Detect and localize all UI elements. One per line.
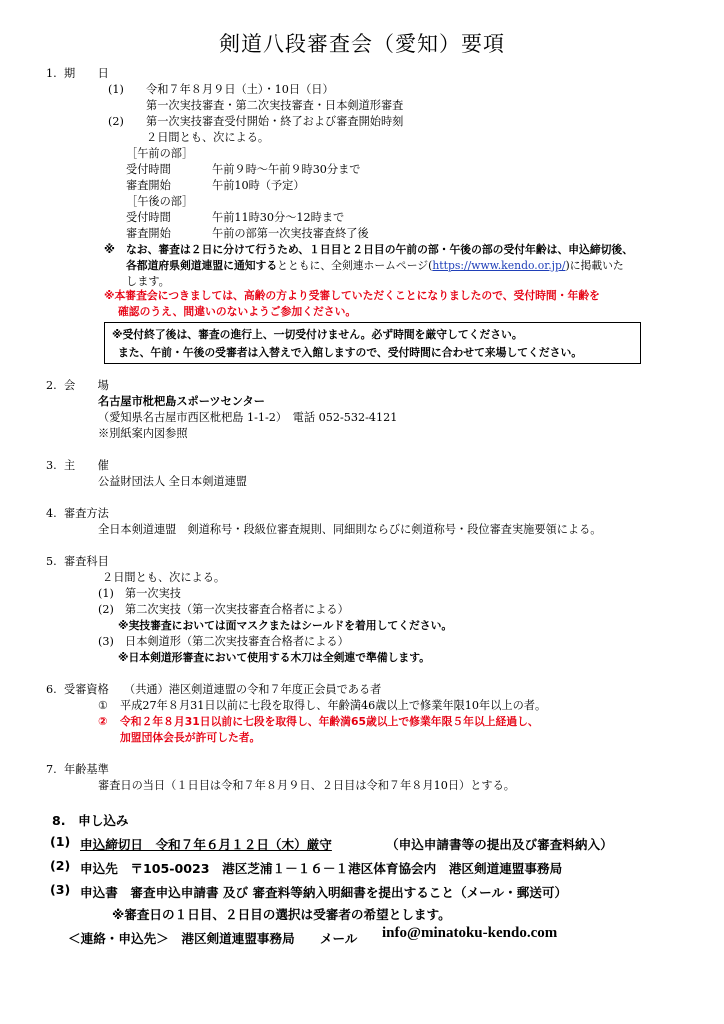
note-line-1: なお、審査は２日に分けて行うため、１日目と２日目の午前の部・午後の部の受付年齢は、申込締切後、 [126, 243, 634, 256]
eligibility-common: （共通）港区剣道連盟の令和７年度正会員である者 [124, 683, 382, 696]
page-title: 剣道八段審査会（愛知）要項 [219, 32, 505, 56]
morning-reception-label: 受付時間 [126, 163, 171, 176]
section-1-heading: 期 日 [64, 67, 109, 80]
note-line-3: します。 [126, 275, 170, 288]
section-3-heading: 主 催 [64, 459, 109, 472]
note-line-2 [126, 258, 624, 274]
section-1-number: 1. [46, 67, 57, 80]
venue-map-note: ※別紙案内図参照 [98, 427, 188, 440]
reception-heading: 第一次実技審査受付開始・終了および審査開始時刻 [146, 115, 404, 128]
box-line-2: また、午前・午後の受審者は入替えで入館しますので、受付時間に合わせて来場してください。 [118, 346, 583, 359]
note-bold-part: 各都道府県剣道連盟に通知する [126, 259, 278, 272]
criterion-1-mark: ① [98, 699, 109, 712]
venue-address: （愛知県名古屋市西区枇杷島 1-1-2） 電話 052-532-4121 [98, 411, 398, 424]
morning-start-value: 午前10時（予定） [212, 179, 305, 192]
box-line-1: ※受付終了後は、審査の進行上、一切受付けません。必ず時間を厳守してください。 [112, 328, 523, 341]
organizer: 公益財団法人 全日本剣道連盟 [98, 475, 247, 488]
application-1-number: (1) [50, 834, 71, 849]
exam-method: 全日本剣道連盟 剣道称号・段級位審査規則、同細則ならびに剣道称号・段位審査実施要領による。 [98, 523, 602, 536]
note-mark: ※ [104, 243, 115, 256]
exam-types: 第一次実技審査・第二次実技審査・日本剣道形審査 [146, 99, 404, 112]
subject-2-note: ※実技審査においては面マスクまたはシールドを着用してください。 [118, 619, 453, 632]
contact-label: ＜連絡・申込先＞ 港区剣道連盟事務局 メール [68, 931, 358, 946]
afternoon-start-value: 午前の部第一次実技審査終了後 [212, 227, 369, 240]
application-2-number: (2) [50, 858, 71, 873]
kendo-website-link[interactable]: https://www.kendo.or.jp/ [432, 259, 566, 272]
afternoon-start-label: 審査開始 [126, 227, 171, 240]
section-5-heading: 審査科目 [64, 555, 109, 568]
item-1-2-number: (2) [108, 115, 124, 128]
afternoon-reception-value: 午前11時30分〜12時まで [212, 211, 345, 224]
contact-email[interactable]: info@minatoku-kendo.com [382, 925, 558, 941]
age-basis: 審査日の当日（１日目は令和７年８月９日、２日目は令和７年８月10日）とする。 [98, 779, 515, 792]
section-7-heading: 年齢基準 [64, 763, 109, 776]
reception-note: ２日間とも、次による。 [146, 131, 270, 144]
subject-2: (2) 第二次実技（第一次実技審査合格者による） [98, 603, 349, 616]
application-deadline-note: （申込申請書等の提出及び審査料納入） [386, 837, 613, 852]
section-4-number: 4. [46, 507, 57, 520]
section-3-number: 3. [46, 459, 57, 472]
section-2-number: 2. [46, 379, 57, 392]
section-8-heading: 8. 申し込み [52, 813, 129, 828]
venue-name: 名古屋市枇杷島スポーツセンター [98, 395, 265, 408]
criterion-2-mark: ② [98, 715, 108, 728]
item-1-1-number: (1) [108, 83, 124, 96]
red-notice-line-1: ※本審査会につきましては、高齢の方より受審していただくことになりましたので、受付時間・年齢を [104, 289, 600, 302]
note-plain-part: とともに、全剣連ホームページ( [277, 259, 433, 272]
criterion-1: 平成27年８月31日以前に七段を取得し、年齢満46歳以上で修業年限10年以上の者。 [120, 699, 547, 712]
application-3-number: (3) [50, 882, 71, 897]
note-plain-tail: )に掲載いた [565, 259, 624, 272]
morning-heading: ［午前の部］ [126, 147, 194, 160]
application-address: 申込先 〒105-0023 港区芝浦１－１６－１港区体育協会内 港区剣道連盟事務局 [80, 861, 563, 876]
criterion-2-continued: 加盟団体会長が許可した者。 [120, 731, 261, 744]
section-5-number: 5. [46, 555, 57, 568]
exam-dates: 令和７年８月９日（土）・10日（日） [146, 83, 334, 96]
section-4-heading: 審査方法 [64, 507, 109, 520]
subjects-intro: ２日間とも、次による。 [102, 571, 226, 584]
section-2-heading: 会 場 [64, 379, 109, 392]
morning-start-label: 審査開始 [126, 179, 171, 192]
subject-3: (3) 日本剣道形（第二次実技審査合格者による） [98, 635, 349, 648]
application-day-choice-note: ※審査日の１日目、２日目の選択は受審者の希望とします。 [112, 907, 451, 922]
afternoon-reception-label: 受付時間 [126, 211, 171, 224]
section-6-number: 6. [46, 683, 57, 696]
application-documents: 申込書 審査申込申請書 及び 審査料等納入明細書を提出すること（メール・郵送可） [80, 885, 568, 900]
subject-3-note: ※日本剣道形審査において使用する木刀は全剣連で準備します。 [118, 651, 430, 664]
section-7-number: 7. [46, 763, 57, 776]
criterion-2: 令和２年８月31日以前に七段を取得し、年齢満65歳以上で修業年限５年以上経過し、 [120, 715, 539, 728]
afternoon-heading: ［午後の部］ [126, 195, 194, 208]
morning-reception-value: 午前９時〜午前９時30分まで [212, 163, 361, 176]
application-deadline: 申込締切日 令和７年６月１２日（木）厳守 [80, 837, 332, 852]
subject-1: (1) 第一次実技 [98, 587, 181, 600]
red-notice-line-2: 確認のうえ、間違いのないようご参加ください。 [118, 305, 357, 318]
section-6-heading: 受審資格 [64, 683, 109, 696]
